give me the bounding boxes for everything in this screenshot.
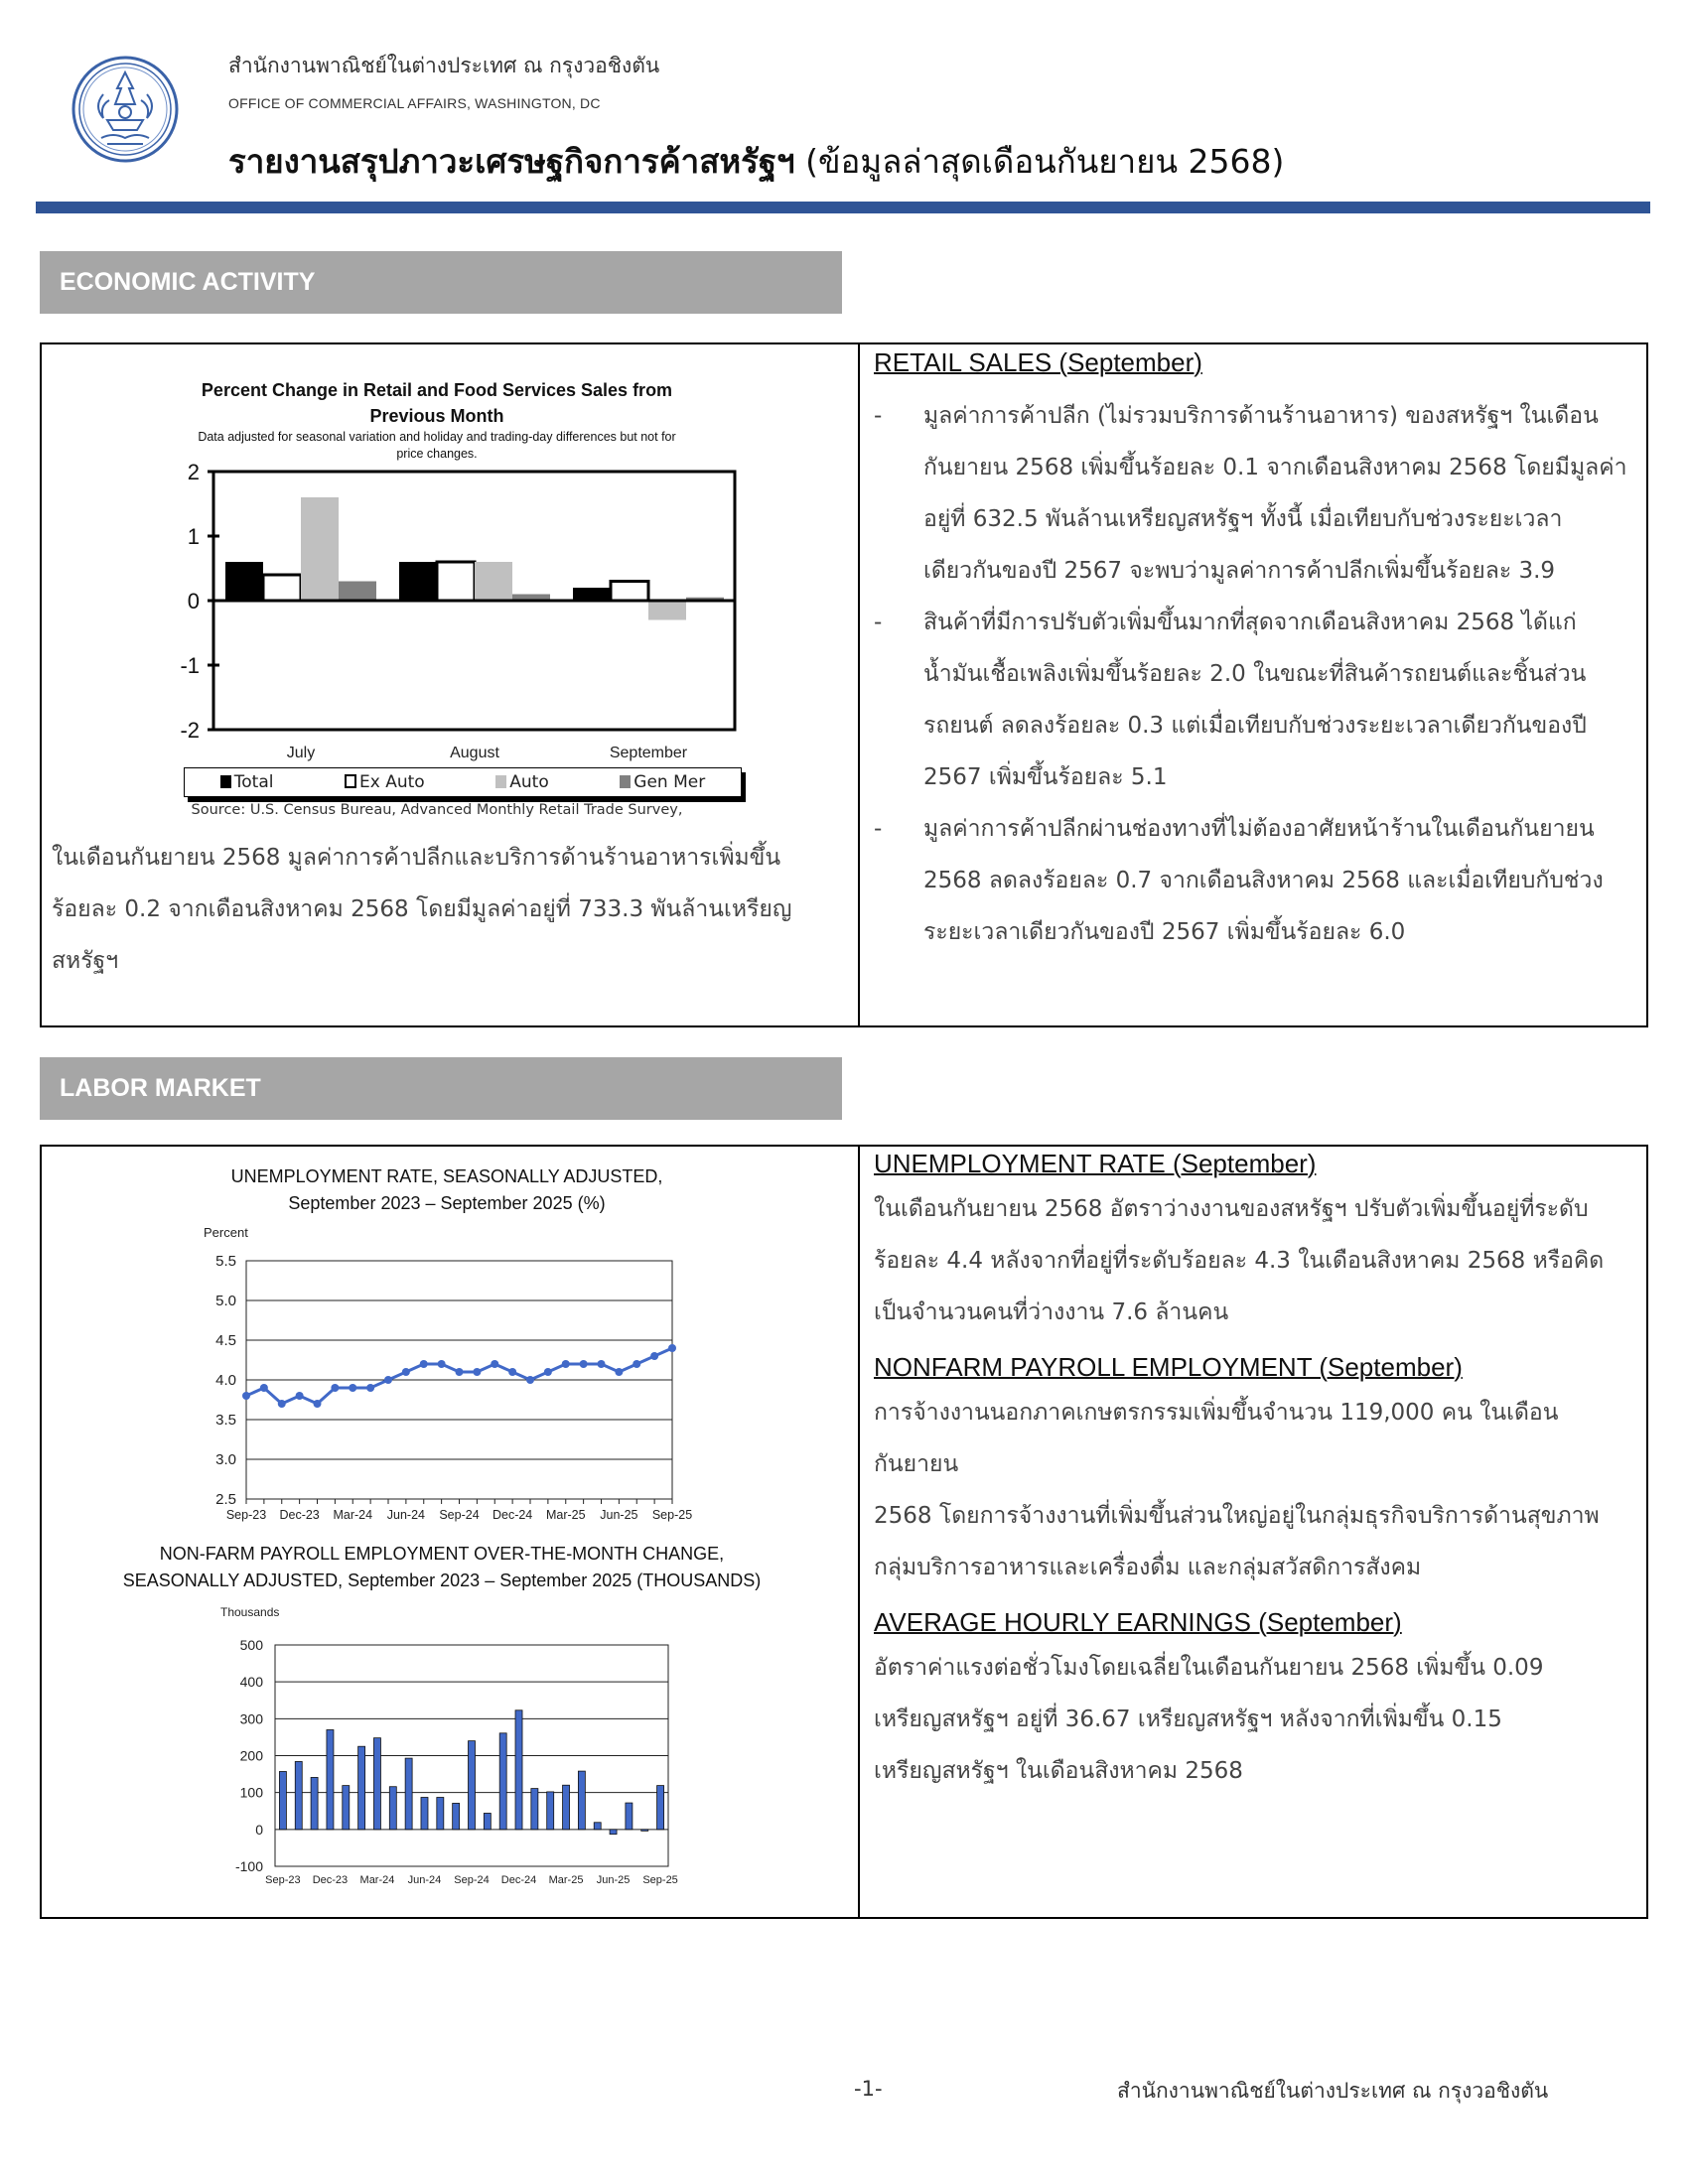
svg-text:Sep-24: Sep-24 [454, 1874, 490, 1886]
retail-chart-source: Source: U.S. Census Bureau, Advanced Monthly Retail Trade Survey, [191, 802, 683, 818]
retail-sales-text [874, 347, 1638, 958]
svg-text:Percent: Percent [204, 1225, 248, 1240]
retail-bullets-list [874, 390, 1638, 958]
bullet-line: มูลค่าการค้าปลีกผ่านช่องทางที่ไม่ต้องอาศัยหน้าร้านในเดือนกันยายน [923, 816, 1595, 842]
bullet-line: ระยะเวลาเดียวกันของปี 2567 เพิ่มขึ้นร้อยละ 6.0 [923, 919, 1406, 945]
header-divider [36, 202, 1650, 213]
payroll-chart-title-line1: NON-FARM PAYROLL EMPLOYMENT OVER-THE-MONTH CHANGE, [159, 1544, 725, 1564]
unemployment-rate-heading: UNEMPLOYMENT RATE (September) [874, 1149, 1317, 1178]
legend-item-total [220, 772, 274, 792]
svg-text:200: 200 [239, 1747, 263, 1764]
svg-text:0: 0 [187, 589, 200, 614]
svg-text:Jun-24: Jun-24 [407, 1874, 442, 1886]
legend-swatch-icon [620, 775, 631, 788]
svg-text:-1: -1 [180, 653, 200, 678]
paragraph-line: เหรียญสหรัฐฯ อยู่ที่ 36.67 เหรียญสหรัฐฯ หลังจากที่เพิ่มขึ้น 0.15 [874, 1706, 1502, 1732]
svg-text:1: 1 [187, 524, 200, 549]
thai-ministry-seal-icon [71, 55, 179, 164]
bullet-dash-icon: - [874, 610, 883, 635]
bullet-line: กันยายน 2568 เพิ่มขึ้นร้อยละ 0.1 จากเดือนสิงหาคม 2568 โดยมีมูลค่า [923, 455, 1627, 480]
svg-text:September: September [609, 745, 688, 761]
legend-swatch-icon [345, 774, 356, 788]
bullet-line: 2568 ลดลงร้อยละ 0.7 จากเดือนสิงหาคม 2568 และเมื่อเทียบกับช่วง [923, 868, 1604, 893]
svg-text:Mar-25: Mar-25 [545, 1508, 586, 1522]
svg-text:Jun-24: Jun-24 [386, 1508, 425, 1522]
svg-text:Jun-25: Jun-25 [600, 1508, 638, 1522]
unemployment-chart-title-line1: UNEMPLOYMENT RATE, SEASONALLY ADJUSTED, [230, 1166, 663, 1186]
bullet-line: สินค้าที่มีการปรับตัวเพิ่มขึ้นมากที่สุดจากเดือนสิงหาคม 2568 ได้แก่ [923, 610, 1577, 635]
column-divider [858, 1145, 860, 1919]
column-divider [858, 342, 860, 1027]
svg-text:July: July [286, 745, 316, 761]
legend-item-ex-auto [345, 772, 425, 792]
paragraph-line: ในเดือนกันยายน 2568 อัตราว่างงานของสหรัฐฯ ปรับตัวเพิ่มขึ้นอยู่ที่ระดับ [874, 1196, 1589, 1222]
svg-text:300: 300 [239, 1710, 263, 1727]
legend-label: Ex Auto [359, 772, 425, 792]
svg-text:Jun-25: Jun-25 [596, 1874, 631, 1886]
bullet-dash-icon: - [874, 816, 883, 842]
svg-text:Dec-24: Dec-24 [500, 1874, 537, 1886]
org-name-english: OFFICE OF COMMERCIAL AFFAIRS, WASHINGTON, DC [228, 95, 601, 111]
labor-market-text [874, 1149, 1638, 1797]
svg-text:August: August [450, 745, 499, 761]
retail-chart-title [139, 377, 735, 429]
svg-text:3.5: 3.5 [215, 1412, 236, 1429]
summary-line: ในเดือนกันยายน 2568 มูลค่าการค้าปลีกและบริการด้านร้านอาหารเพิ่มขึ้น [52, 845, 781, 871]
unemployment-rate-paragraph [874, 1183, 1638, 1338]
section-header-economic-activity: ECONOMIC ACTIVITY [40, 251, 842, 314]
footer-org-name: สำนักงานพาณิชย์ในต่างประเทศ ณ กรุงวอชิงตัน [1117, 2079, 1549, 2103]
svg-text:Dec-23: Dec-23 [312, 1874, 349, 1886]
svg-text:5.5: 5.5 [215, 1253, 236, 1270]
payroll-bar-chart [199, 1598, 695, 1901]
nonfarm-payroll-heading: NONFARM PAYROLL EMPLOYMENT (September) [874, 1352, 1463, 1382]
svg-text:Mar-24: Mar-24 [359, 1874, 395, 1886]
paragraph-line: ร้อยละ 4.4 หลังจากที่อยู่ที่ระดับร้อยละ 4.3 ในเดือนสิงหาคม 2568 หรือคิด [874, 1248, 1605, 1274]
svg-text:Sep-23: Sep-23 [265, 1874, 301, 1886]
legend-item-auto [495, 772, 548, 792]
svg-text:5.0: 5.0 [215, 1293, 236, 1309]
svg-text:Mar-25: Mar-25 [548, 1874, 584, 1886]
retail-sales-bar-chart [169, 457, 765, 819]
payroll-chart-title-line2: SEASONALLY ADJUSTED, September 2023 – September 2025 (THOUSANDS) [122, 1570, 762, 1590]
bullet-line: เดียวกันของปี 2567 จะพบว่ามูลค่าการค้าปลีกเพิ่มขึ้นร้อยละ 3.9 [923, 558, 1556, 584]
average-hourly-earnings-paragraph [874, 1642, 1638, 1797]
paragraph-line: การจ้างงานนอกภาคเกษตรกรรมเพิ่มขึ้นจำนวน 119,000 คน ในเดือนกันยายน [874, 1400, 1559, 1477]
bullet-dash-icon: - [874, 403, 883, 429]
retail-food-summary [52, 832, 851, 987]
unemployment-chart-title [149, 1163, 745, 1217]
svg-text:4.0: 4.0 [215, 1372, 236, 1389]
page-number: -1- [854, 2077, 883, 2101]
unemployment-line-chart [179, 1219, 715, 1532]
retail-chart-title-line2: Previous Month [369, 406, 504, 426]
svg-text:2: 2 [187, 460, 200, 484]
bullet-line: 2567 เพิ่มขึ้นร้อยละ 5.1 [923, 764, 1168, 790]
bullet-item [874, 597, 1638, 803]
svg-text:-100: -100 [234, 1858, 263, 1874]
legend-item-gen-mer [620, 772, 705, 792]
svg-text:Mar-24: Mar-24 [333, 1508, 373, 1522]
average-hourly-earnings-heading: AVERAGE HOURLY EARNINGS (September) [874, 1607, 1402, 1637]
svg-text:Dec-23: Dec-23 [279, 1508, 320, 1522]
summary-line: ร้อยละ 0.2 จากเดือนสิงหาคม 2568 โดยมีมูลค่าอยู่ที่ 733.3 พันล้านเหรียญสหรัฐฯ [52, 896, 792, 974]
svg-text:500: 500 [239, 1637, 263, 1653]
retail-chart-subtitle-line2: price changes. [396, 447, 478, 461]
retail-sales-heading: RETAIL SALES (September) [874, 347, 1202, 377]
page-title-main: รายงานสรุปภาวะเศรษฐกิจการค้าสหรัฐฯ [228, 142, 795, 181]
svg-text:400: 400 [239, 1674, 263, 1691]
legend-label: Auto [509, 772, 549, 792]
paragraph-line: อัตราค่าแรงต่อชั่วโมงโดยเฉลี่ยในเดือนกันยายน 2568 เพิ่มขึ้น 0.09 [874, 1655, 1544, 1681]
retail-chart-title-line1: Percent Change in Retail and Food Services Sales from [201, 380, 673, 400]
svg-text:Sep-23: Sep-23 [225, 1508, 267, 1522]
legend-label: Total [233, 772, 274, 792]
svg-text:Sep-24: Sep-24 [439, 1508, 480, 1522]
paragraph-line: เป็นจำนวนคนที่ว่างงาน 7.6 ล้านคน [874, 1299, 1229, 1325]
svg-text:Thousands: Thousands [220, 1605, 280, 1619]
svg-text:2.5: 2.5 [215, 1491, 236, 1508]
section-header-labor-market: LABOR MARKET [40, 1057, 842, 1120]
svg-text:3.0: 3.0 [215, 1451, 236, 1468]
paragraph-line: 2568 โดยการจ้างงานที่เพิ่มขึ้นส่วนใหญ่อยู่ในกลุ่มธุรกิจบริการด้านสุขภาพ [874, 1503, 1600, 1529]
retail-chart-subtitle-line1: Data adjusted for seasonal variation and holiday and trading-day differences but not for [198, 430, 676, 444]
page-title-subtitle: (ข้อมูลล่าสุดเดือนกันยายน 2568) [794, 142, 1285, 181]
payroll-chart-title [79, 1541, 804, 1594]
svg-text:0: 0 [255, 1821, 263, 1838]
bullet-line: อยู่ที่ 632.5 พันล้านเหรียญสหรัฐฯ ทั้งนี้ เมื่อเทียบกับช่วงระยะเวลา [923, 506, 1563, 532]
legend-swatch-icon [220, 775, 231, 788]
legend-swatch-icon [495, 775, 506, 788]
svg-text:4.5: 4.5 [215, 1332, 236, 1349]
legend-label: Gen Mer [633, 772, 706, 792]
org-name-thai: สำนักงานพาณิชย์ในต่างประเทศ ณ กรุงวอชิงตัน [228, 54, 660, 77]
svg-text:-2: -2 [180, 718, 200, 743]
retail-chart-legend [184, 767, 742, 797]
paragraph-line: เหรียญสหรัฐฯ ในเดือนสิงหาคม 2568 [874, 1758, 1243, 1784]
page-title [228, 135, 1284, 188]
svg-text:Sep-25: Sep-25 [651, 1508, 693, 1522]
bullet-line: น้ำมันเชื้อเพลิงเพิ่มขึ้นร้อยละ 2.0 ในขณะที่สินค้ารถยนต์และชิ้นส่วน [923, 661, 1587, 687]
bullet-line: มูลค่าการค้าปลีก (ไม่รวมบริการด้านร้านอาหาร) ของสหรัฐฯ ในเดือน [923, 403, 1599, 429]
bullet-item [874, 390, 1638, 597]
nonfarm-payroll-paragraph [874, 1387, 1638, 1593]
unemployment-chart-title-line2: September 2023 – September 2025 (%) [288, 1193, 606, 1213]
bullet-line: รถยนต์ ลดลงร้อยละ 0.3 แต่เมื่อเทียบกับช่วงระยะเวลาเดียวกันของปี [923, 713, 1587, 739]
bullet-item [874, 803, 1638, 958]
paragraph-line: กลุ่มบริการอาหารและเครื่องดื่ม และกลุ่มสวัสดิการสังคม [874, 1555, 1422, 1580]
svg-text:Dec-24: Dec-24 [492, 1508, 533, 1522]
svg-text:100: 100 [239, 1784, 263, 1801]
svg-text:Sep-25: Sep-25 [642, 1874, 678, 1886]
